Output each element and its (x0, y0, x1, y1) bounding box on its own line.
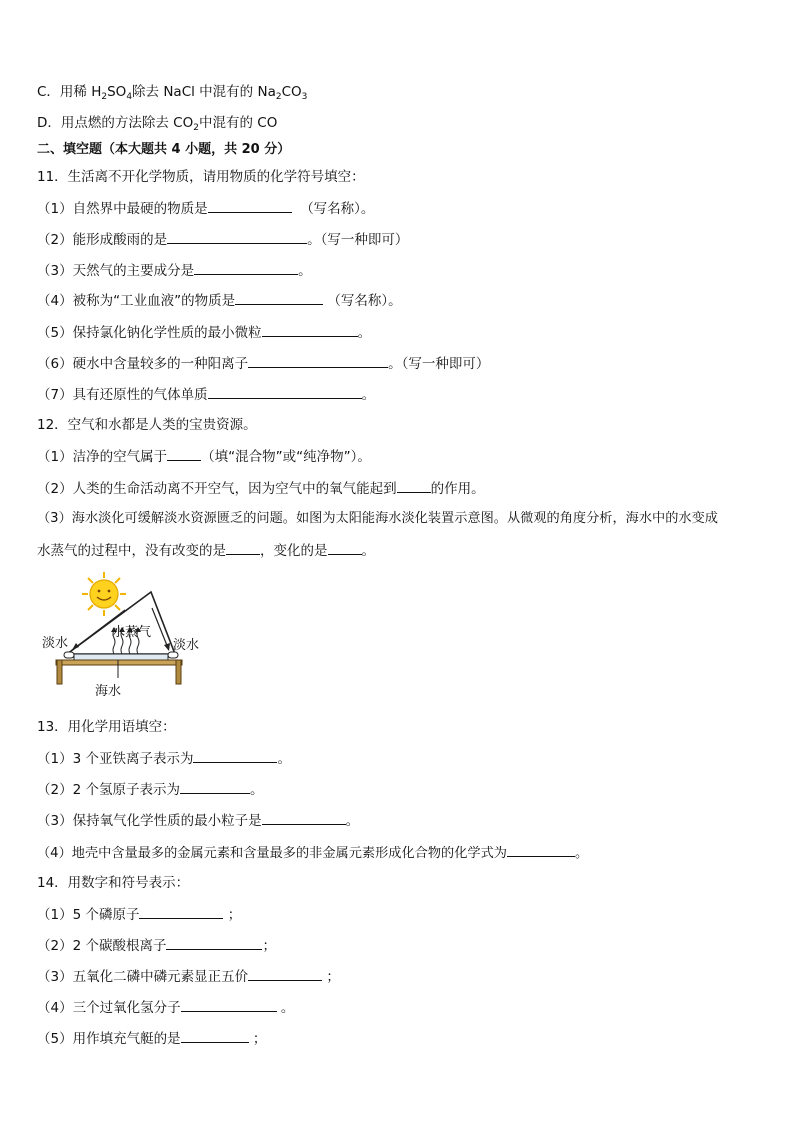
q11-stem: 11．生活离不开化学物质，请用物质的化学符号填空： (37, 169, 365, 185)
subscript: 2 (101, 92, 108, 102)
q14-item-4 (37, 998, 294, 1017)
item-text: 。 (345, 813, 360, 829)
q11-item-4 (37, 291, 402, 310)
q13-stem: 13．用化学用语填空： (37, 719, 176, 735)
item-text: 。 (298, 263, 312, 279)
answer-blank[interactable] (235, 291, 323, 305)
item-text: ，变化的是 (260, 543, 328, 559)
item-text: 。 (277, 751, 291, 767)
item-text: （2）人类的生命活动离不开空气，因为空气中的氧气能起到 (37, 481, 397, 497)
section-title: 二、填空题（本大题共 4 小题，共 20 分） (37, 142, 291, 157)
item-text: 。 (249, 782, 264, 798)
item-text: （3）天然气的主要成分是 (37, 263, 195, 279)
answer-blank[interactable] (167, 447, 201, 461)
answer-blank[interactable] (139, 905, 223, 919)
item-text: 。（写一种即可） (388, 356, 490, 372)
item-text: （2）能形成酸雨的是 (37, 232, 168, 248)
item-text: （3）保持氧气化学性质的最小粒子是 (37, 813, 262, 829)
answer-blank[interactable] (248, 354, 388, 368)
option-c-text: C．用稀 H (37, 84, 102, 100)
answer-blank[interactable] (248, 967, 322, 981)
q11-item-7 (37, 385, 375, 404)
answer-blank[interactable] (397, 479, 431, 493)
answer-blank[interactable] (262, 323, 358, 337)
item-text: （2）2 个碳酸根离子 (37, 938, 167, 954)
answer-blank[interactable] (180, 780, 250, 794)
item-text: （7）具有还原性的气体单质 (37, 387, 208, 403)
q13-item-4 (37, 843, 588, 863)
q13-item-2 (37, 780, 263, 799)
q12-item-1 (37, 447, 371, 466)
item-text: （1）自然界中最硬的物质是 (37, 201, 208, 217)
label-fresh-water-right: 淡水 (173, 638, 200, 653)
q14-item-2 (37, 936, 276, 955)
label-vapor: 水蒸气 (112, 625, 152, 640)
q11-item-3 (37, 261, 312, 280)
answer-blank[interactable] (328, 541, 362, 555)
q14-item-1 (37, 905, 241, 924)
q12-item-2 (37, 479, 485, 498)
desalination-figure (40, 570, 210, 700)
item-text: ； (326, 969, 340, 985)
item-text: 的作用。 (430, 481, 485, 497)
answer-blank[interactable] (208, 385, 362, 399)
subscript: 2 (193, 123, 199, 133)
option-d-text: 中混有的 CO (198, 115, 278, 131)
item-text: （4）被称为“工业血液”的物质是 (37, 293, 236, 309)
answer-blank[interactable] (166, 936, 262, 950)
option-d (37, 114, 277, 137)
item-text: （填“混合物”或“纯净物”）。 (201, 449, 371, 465)
item-text: （4）三个过氧化氢分子 (37, 1000, 181, 1016)
answer-blank[interactable] (194, 261, 298, 275)
q14-stem: 14．用数字和符号表示： (37, 875, 190, 891)
q13-item-1 (37, 749, 291, 768)
q11-item-2 (37, 230, 408, 249)
item-text: （6）硬水中含量较多的一种阳离子 (37, 356, 249, 372)
item-text: 。 (357, 325, 372, 341)
option-c-text: SO (107, 84, 127, 100)
item-text: 。 (361, 387, 376, 403)
item-text: （3）五氧化二磷中磷元素显正五价 (37, 969, 249, 985)
item-text: （写名称）。 (327, 293, 402, 309)
option-c-text: 除去 NaCl 中混有的 Na (132, 84, 276, 100)
sun-icon (82, 572, 126, 616)
answer-blank[interactable] (181, 1029, 249, 1043)
subscript: 2 (275, 92, 282, 102)
q12-stem: 12．空气和水都是人类的宝贵资源。 (37, 417, 257, 433)
item-text: 。 (361, 543, 375, 559)
option-d-text: D．用点燃的方法除去 CO (37, 115, 194, 131)
q12-item-3-line1: （3）海水淡化可缓解淡水资源匮乏的问题。如图为太阳能海水淡化装置示意图。从微观的角度分析，海水中的水变成 (37, 511, 718, 526)
q11-item-5 (37, 323, 371, 342)
q13-item-3 (37, 811, 359, 830)
option-c (37, 83, 307, 106)
item-text: （写名称）。 (300, 201, 375, 217)
item-text: （5）用作填充气艇的是 (37, 1031, 181, 1047)
item-text: ； (252, 1031, 267, 1047)
q11-item-1 (37, 199, 374, 218)
answer-blank[interactable] (167, 230, 307, 244)
q14-item-5 (37, 1029, 266, 1048)
item-text: ； (262, 938, 276, 954)
answer-blank[interactable] (181, 998, 277, 1012)
answer-blank[interactable] (262, 811, 346, 825)
item-text: 。（写一种即可） (307, 232, 409, 248)
item-text: （1）3 个亚铁离子表示为 (37, 751, 194, 767)
option-c-text: CO (281, 84, 302, 100)
item-text: （1）5 个磷原子 (37, 907, 140, 923)
item-text: 。 (574, 846, 589, 861)
answer-blank[interactable] (193, 749, 277, 763)
item-text: ； (227, 907, 242, 923)
answer-blank[interactable] (226, 541, 260, 555)
answer-blank[interactable] (507, 843, 575, 857)
item-text: （2）2 个氢原子表示为 (37, 782, 180, 798)
q11-item-6 (37, 354, 489, 373)
q14-item-3 (37, 967, 340, 986)
label-sea-water: 海水 (95, 684, 122, 699)
label-fresh-water-left: 淡水 (42, 636, 69, 651)
answer-blank[interactable] (208, 199, 292, 213)
subscript: 3 (301, 92, 308, 102)
item-text: 水蒸气的过程中，没有改变的是 (37, 543, 226, 559)
subscript: 4 (126, 92, 133, 102)
item-text: （1）洁净的空气属于 (37, 449, 168, 465)
item-text: （4）地壳中含量最多的金属元素和含量最多的非金属元素形成化合物的化学式为 (37, 846, 507, 861)
item-text: （5）保持氯化钠化学性质的最小微粒 (37, 325, 262, 341)
item-text: 。 (280, 1000, 295, 1016)
q12-item-3-line2 (37, 541, 375, 560)
